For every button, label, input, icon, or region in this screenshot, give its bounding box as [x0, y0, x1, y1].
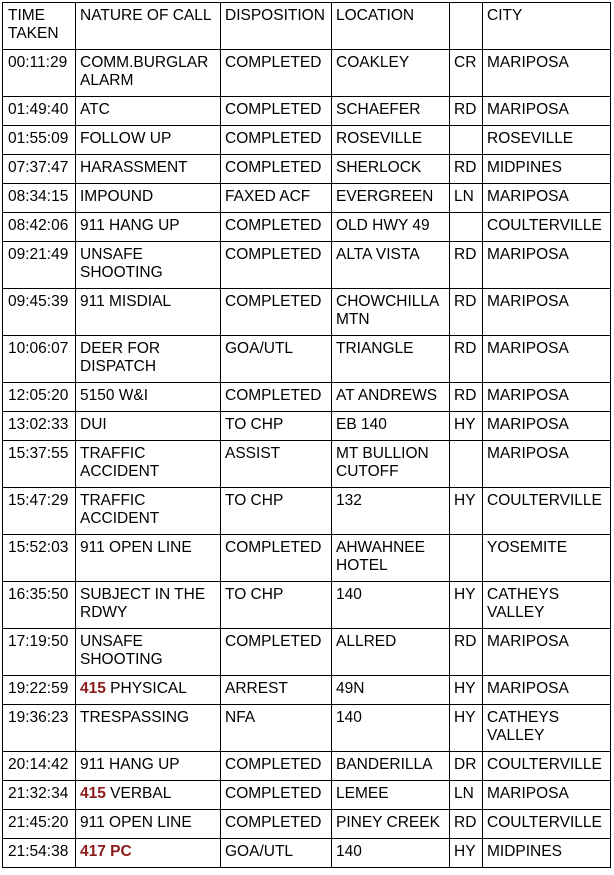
location-cell: TRIANGLE	[332, 336, 450, 383]
city-cell: MARIPOSA	[483, 184, 611, 213]
nature-text: UNSAFE SHOOTING	[80, 633, 163, 668]
suffix-cell: RD	[450, 289, 483, 336]
nature-text: SUBJECT IN THE RDWY	[80, 586, 206, 621]
suffix-cell: CR	[450, 50, 483, 97]
city-cell: MIDPINES	[483, 155, 611, 184]
header-row	[3, 3, 611, 50]
city-cell: MARIPOSA	[483, 412, 611, 441]
disposition-cell: COMPLETED	[221, 383, 332, 412]
nature-cell	[76, 839, 221, 868]
location-cell: ALLRED	[332, 629, 450, 676]
table-row	[3, 535, 611, 582]
time-cell: 00:11:29	[3, 50, 76, 97]
suffix-cell	[450, 213, 483, 242]
city-cell: COULTERVILLE	[483, 752, 611, 781]
location-cell: ROSEVILLE	[332, 126, 450, 155]
table-row	[3, 441, 611, 488]
location-cell: COAKLEY	[332, 50, 450, 97]
time-cell: 15:37:55	[3, 441, 76, 488]
time-cell: 07:37:47	[3, 155, 76, 184]
call-log-table	[2, 2, 611, 868]
city-cell: MARIPOSA	[483, 336, 611, 383]
nature-cell	[76, 676, 221, 705]
nature-cell	[76, 289, 221, 336]
disposition-cell: ASSIST	[221, 441, 332, 488]
location-cell: 132	[332, 488, 450, 535]
table-row	[3, 155, 611, 184]
disposition-cell: TO CHP	[221, 582, 332, 629]
time-cell: 12:05:20	[3, 383, 76, 412]
nature-cell	[76, 242, 221, 289]
disposition-cell: COMPLETED	[221, 242, 332, 289]
table-row	[3, 676, 611, 705]
city-cell: MARIPOSA	[483, 50, 611, 97]
disposition-cell: TO CHP	[221, 412, 332, 441]
time-cell: 21:32:34	[3, 781, 76, 810]
time-cell: 01:49:40	[3, 97, 76, 126]
nature-text: COMM.BURGLAR ALARM	[80, 54, 209, 89]
location-cell: CHOWCHILLA MTN	[332, 289, 450, 336]
disposition-cell: COMPLETED	[221, 629, 332, 676]
nature-text: DEER FOR DISPATCH	[80, 340, 161, 375]
header-nature-of-call: NATURE OF CALL	[76, 3, 221, 50]
table-row	[3, 213, 611, 242]
nature-text: FOLLOW UP	[80, 130, 172, 147]
city-cell: MIDPINES	[483, 839, 611, 868]
nature-text: 911 OPEN LINE	[80, 539, 192, 556]
suffix-cell: LN	[450, 184, 483, 213]
table-row	[3, 810, 611, 839]
table-row	[3, 336, 611, 383]
suffix-cell: HY	[450, 582, 483, 629]
suffix-cell: RD	[450, 155, 483, 184]
disposition-cell: FAXED ACF	[221, 184, 332, 213]
nature-cell	[76, 705, 221, 752]
time-cell: 19:36:23	[3, 705, 76, 752]
suffix-cell: RD	[450, 336, 483, 383]
disposition-cell: ARREST	[221, 676, 332, 705]
suffix-cell: HY	[450, 412, 483, 441]
nature-text: DUI	[80, 416, 107, 433]
nature-text: 911 HANG UP	[80, 217, 180, 234]
header-city: CITY	[483, 3, 611, 50]
location-cell: PINEY CREEK	[332, 810, 450, 839]
time-cell: 20:14:42	[3, 752, 76, 781]
location-cell: 140	[332, 839, 450, 868]
city-cell: MARIPOSA	[483, 242, 611, 289]
nature-text: PHYSICAL	[105, 680, 187, 697]
table-row	[3, 383, 611, 412]
time-cell: 09:21:49	[3, 242, 76, 289]
location-cell: LEMEE	[332, 781, 450, 810]
suffix-cell: DR	[450, 752, 483, 781]
location-cell: EVERGREEN	[332, 184, 450, 213]
nature-cell	[76, 412, 221, 441]
city-cell: MARIPOSA	[483, 629, 611, 676]
city-cell: MARIPOSA	[483, 97, 611, 126]
location-cell: 140	[332, 705, 450, 752]
city-cell: COULTERVILLE	[483, 810, 611, 839]
code-highlight: 415	[80, 785, 106, 802]
disposition-cell: GOA/UTL	[221, 839, 332, 868]
header-location: LOCATION	[332, 3, 450, 50]
disposition-cell: COMPLETED	[221, 97, 332, 126]
city-cell: MARIPOSA	[483, 781, 611, 810]
nature-cell	[76, 535, 221, 582]
time-cell: 09:45:39	[3, 289, 76, 336]
location-cell: AT ANDREWS	[332, 383, 450, 412]
table-row	[3, 705, 611, 752]
location-cell: 140	[332, 582, 450, 629]
table-row	[3, 126, 611, 155]
suffix-cell	[450, 441, 483, 488]
disposition-cell: COMPLETED	[221, 213, 332, 242]
code-highlight: 417 PC	[80, 843, 132, 860]
table-row	[3, 781, 611, 810]
disposition-cell: COMPLETED	[221, 126, 332, 155]
nature-cell	[76, 781, 221, 810]
nature-cell	[76, 184, 221, 213]
location-cell: SCHAEFER	[332, 97, 450, 126]
location-cell: BANDERILLA	[332, 752, 450, 781]
disposition-cell: COMPLETED	[221, 155, 332, 184]
table-row	[3, 412, 611, 441]
table-row	[3, 839, 611, 868]
city-cell: CATHEYS VALLEY	[483, 582, 611, 629]
time-cell: 08:34:15	[3, 184, 76, 213]
nature-cell	[76, 126, 221, 155]
city-cell: MARIPOSA	[483, 676, 611, 705]
nature-text: 911 MISDIAL	[80, 293, 172, 310]
disposition-cell: COMPLETED	[221, 535, 332, 582]
suffix-cell: RD	[450, 242, 483, 289]
city-cell: MARIPOSA	[483, 289, 611, 336]
nature-cell	[76, 97, 221, 126]
city-cell: COULTERVILLE	[483, 488, 611, 535]
disposition-cell: COMPLETED	[221, 289, 332, 336]
nature-cell	[76, 810, 221, 839]
nature-text: UNSAFE SHOOTING	[80, 246, 163, 281]
city-cell: CATHEYS VALLEY	[483, 705, 611, 752]
time-cell: 17:19:50	[3, 629, 76, 676]
time-cell: 15:52:03	[3, 535, 76, 582]
time-cell: 08:42:06	[3, 213, 76, 242]
suffix-cell: RD	[450, 810, 483, 839]
nature-cell	[76, 50, 221, 97]
nature-text: HARASSMENT	[80, 159, 188, 176]
disposition-cell: COMPLETED	[221, 810, 332, 839]
nature-text: 5150 W&I	[80, 387, 149, 404]
city-cell: YOSEMITE	[483, 535, 611, 582]
city-cell: ROSEVILLE	[483, 126, 611, 155]
code-highlight: 415	[80, 680, 106, 697]
nature-cell	[76, 441, 221, 488]
table-row	[3, 289, 611, 336]
nature-text: 911 OPEN LINE	[80, 814, 192, 831]
suffix-cell: HY	[450, 488, 483, 535]
disposition-cell: COMPLETED	[221, 752, 332, 781]
table-row	[3, 50, 611, 97]
table-row	[3, 242, 611, 289]
nature-cell	[76, 582, 221, 629]
disposition-cell: TO CHP	[221, 488, 332, 535]
suffix-cell: RD	[450, 383, 483, 412]
location-cell: 49N	[332, 676, 450, 705]
time-cell: 21:45:20	[3, 810, 76, 839]
location-cell: ALTA VISTA	[332, 242, 450, 289]
nature-text: VERBAL	[105, 785, 172, 802]
nature-text: TRAFFIC ACCIDENT	[80, 492, 160, 527]
disposition-cell: GOA/UTL	[221, 336, 332, 383]
location-cell: OLD HWY 49	[332, 213, 450, 242]
time-cell: 19:22:59	[3, 676, 76, 705]
disposition-cell: NFA	[221, 705, 332, 752]
time-cell: 01:55:09	[3, 126, 76, 155]
nature-cell	[76, 213, 221, 242]
time-cell: 16:35:50	[3, 582, 76, 629]
suffix-cell: HY	[450, 705, 483, 752]
location-cell: MT BULLION CUTOFF	[332, 441, 450, 488]
suffix-cell	[450, 126, 483, 155]
nature-cell	[76, 336, 221, 383]
suffix-cell: HY	[450, 676, 483, 705]
nature-text: 911 HANG UP	[80, 756, 180, 773]
nature-text: ATC	[80, 101, 110, 118]
table-row	[3, 629, 611, 676]
header-disposition: DISPOSITION	[221, 3, 332, 50]
suffix-cell: RD	[450, 629, 483, 676]
suffix-cell: HY	[450, 839, 483, 868]
table-row	[3, 752, 611, 781]
table-row	[3, 488, 611, 535]
table-row	[3, 582, 611, 629]
suffix-cell: RD	[450, 97, 483, 126]
location-cell: EB 140	[332, 412, 450, 441]
nature-text: TRESPASSING	[80, 709, 190, 726]
nature-cell	[76, 488, 221, 535]
nature-cell	[76, 752, 221, 781]
time-cell: 15:47:29	[3, 488, 76, 535]
suffix-cell: LN	[450, 781, 483, 810]
table-row	[3, 184, 611, 213]
header-suffix	[450, 3, 483, 50]
nature-text: TRAFFIC ACCIDENT	[80, 445, 160, 480]
time-cell: 10:06:07	[3, 336, 76, 383]
header-time-taken: TIME TAKEN	[3, 3, 76, 50]
time-cell: 13:02:33	[3, 412, 76, 441]
nature-cell	[76, 155, 221, 184]
disposition-cell: COMPLETED	[221, 781, 332, 810]
city-cell: COULTERVILLE	[483, 213, 611, 242]
suffix-cell	[450, 535, 483, 582]
nature-cell	[76, 383, 221, 412]
nature-cell	[76, 629, 221, 676]
time-cell: 21:54:38	[3, 839, 76, 868]
location-cell: SHERLOCK	[332, 155, 450, 184]
city-cell: MARIPOSA	[483, 441, 611, 488]
table-row	[3, 97, 611, 126]
nature-text: IMPOUND	[80, 188, 154, 205]
disposition-cell: COMPLETED	[221, 50, 332, 97]
city-cell: MARIPOSA	[483, 383, 611, 412]
location-cell: AHWAHNEE HOTEL	[332, 535, 450, 582]
